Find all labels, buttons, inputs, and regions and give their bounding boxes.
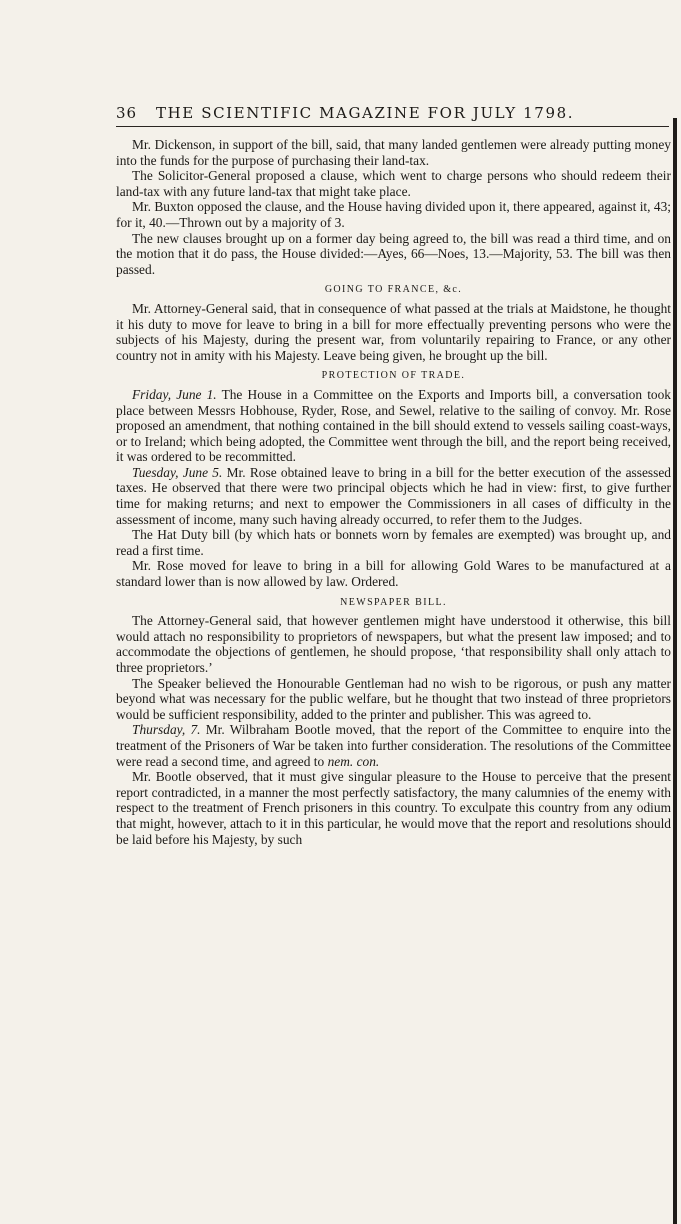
paragraph [116,722,671,769]
paragraph: Mr. Dickenson, in support of the bill, said, that many landed gentlemen were already putting money into the funds for the purpose of purchasing their land-tax. [116,137,671,168]
paragraph: Mr. Bootle observed, that it must give singular pleasure to the House to perceive that the present report contradicted, in a manner the most perfectly satisfactory, the many calumnies of the enemy with respect to the treatment of French prisoners in this country. To exculpate this country from any odium that might, however, attach to it in this particular, he would move that the report and resolutions should be laid before his Majesty, by such [116,769,671,847]
date-label: Tuesday, June 5. [132,464,223,480]
paragraph: The Solicitor-General proposed a clause, which went to charge persons who should redeem their land-tax with any future land-tax that might take place. [116,168,671,199]
paragraph [116,387,671,465]
paragraph: The Hat Duty bill (by which hats or bonnets worn by females are exempted) was brought up, and read a first time. [116,527,671,558]
section-heading-newspaper-bill: NEWSPAPER BILL. [340,596,447,608]
date-label: Thursday, 7. [132,722,201,738]
binding-edge [673,118,677,1224]
paragraph: The new clauses brought up on a former day being agreed to, the bill was read a third time, and on the motion that it do pass, the House divided:—Ayes, 66—Noes, 13.—Majority, 53. The bill was then passed. [116,230,671,277]
section-heading-protection-of-trade: PROTECTION OF TRADE. [321,370,466,382]
page-header [116,104,669,127]
paragraph: Mr. Buxton opposed the clause, and the House having divided upon it, there appeared, against it, 43; for it, 40.—Thrown out by a majority of 3. [116,199,671,230]
article-body [116,137,671,847]
page-number: 36 [116,104,138,122]
running-title: THE SCIENTIFIC MAGAZINE FOR JULY 1798. [156,104,575,122]
paragraph: Mr. Rose moved for leave to bring in a bill for allowing Gold Wares to be manufactured at a standard lower than is now allowed by law. Ordered. [116,558,671,590]
paragraph: The Speaker believed the Honourable Gentleman had no wish to be rigorous, or push any matter beyond what was necessary for the public welfare, but he thought that two instead of three proprietors would be sufficient responsibility, added to the printer and publisher. This was agreed to. [116,675,671,722]
paragraph-text: Mr. Wilbraham Bootle moved, that the report of the Committee to enquire into the treatment of the Prisoners of War be taken into further consideration. The resolutions of the Committee were read a second time, and agreed to [116,722,672,769]
date-label: Friday, June 1. [132,386,217,402]
paragraph: Mr. Attorney-General said, that in consequence of what passed at the trials at Maidstone, he thought it his duty to move for leave to bring in a bill for more effectually preventing persons who were the subjects of his Majesty, during the present war, from voluntarily repairing to France, or any other country not in amity with his Majesty. Leave being given, he brought up the bill. [116,300,671,363]
paragraph: The Attorney-General said, that however gentlemen might have understood it otherwise, this bill would attach no responsibility to proprietors of newspapers, but what the present law imposed; and to accommodate the objections of gentlemen, he should propose, ‘that responsibility shall only attach to three proprietors.’ [116,613,671,675]
paragraph-text: The House in a Committee on the Exports and Imports bill, a conversation took place between Messrs Hobhouse, Ryder, Rose, and Sewel, relative to the sailing of convoy. Mr. Rose proposed an amendment, that nothing contained in the bill should extend to vessels sailing coast-ways, or to Ireland; which being adopted, the Committee went through the bill, and the report being received, it was ordered to be recommitted. [116,386,672,465]
paragraph-text: Mr. Rose obtained leave to bring in a bill for the better execution of the assessed taxes. He observed that there were two principal objects which he had in view: first, to give further time for making returns; and next to empower the Commissioners in all cases of difficulty in the assessment of income, many such having already occurred, to refer them to the Judges. [116,464,671,527]
paragraph [116,465,671,527]
section-heading-going-to-france: GOING TO FRANCE, &c. [324,284,463,296]
nem-con: nem. con. [327,753,380,769]
